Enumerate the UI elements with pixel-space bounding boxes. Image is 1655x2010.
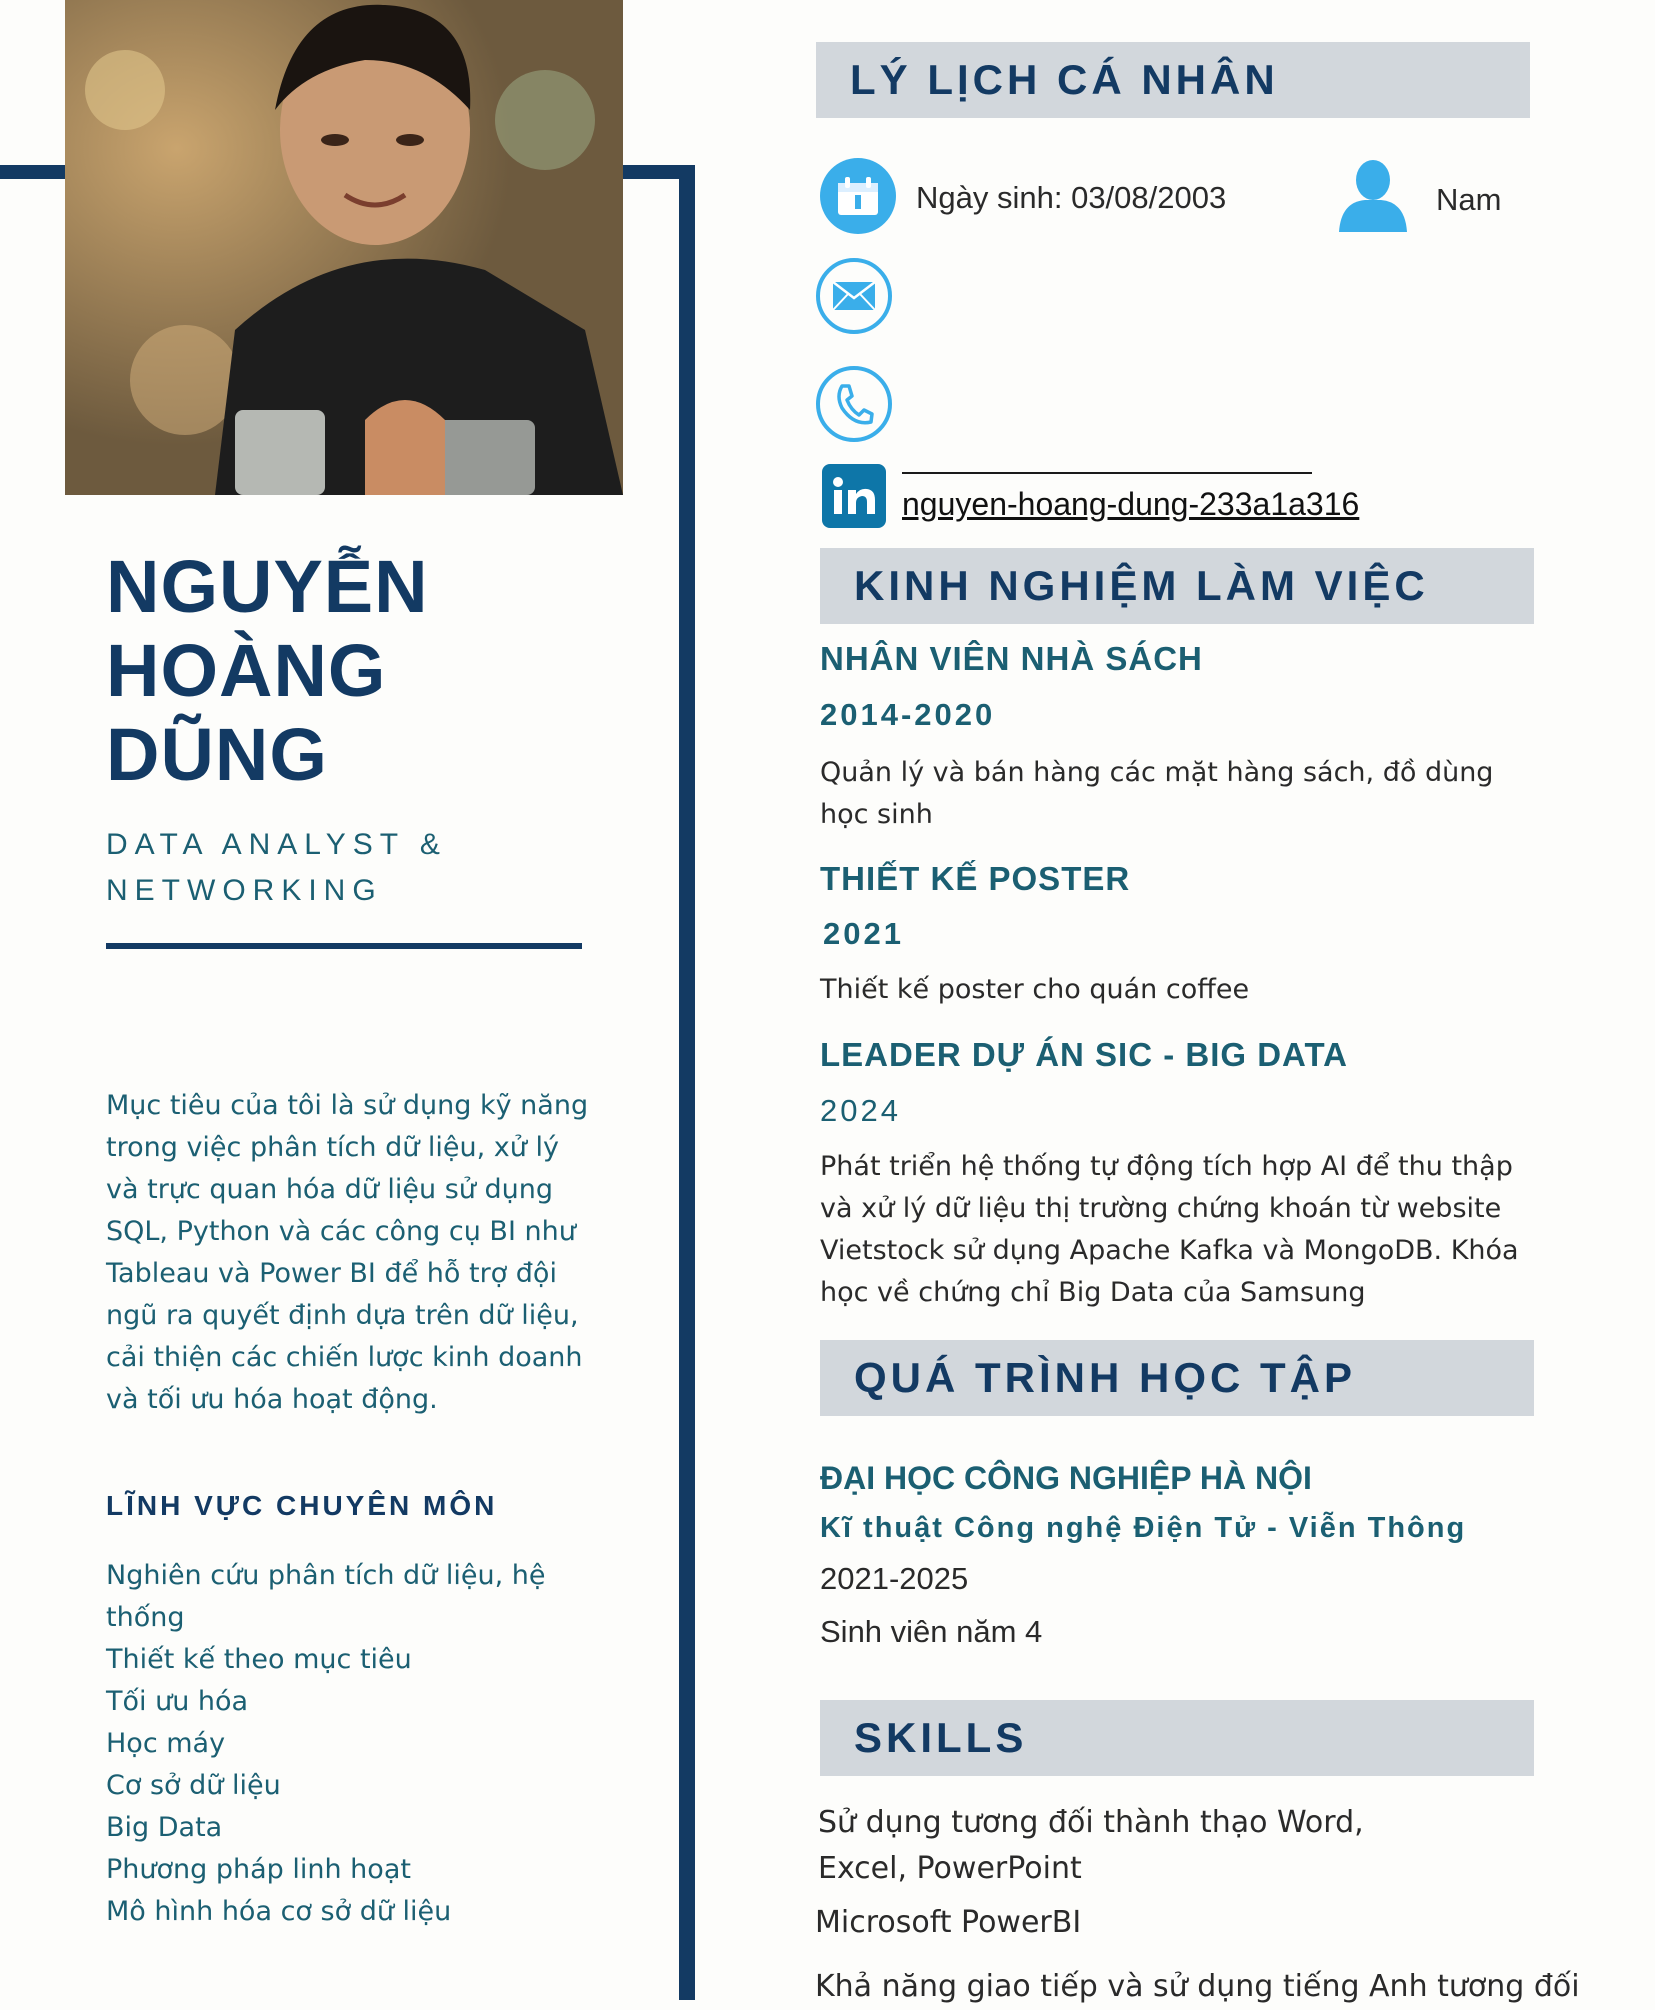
job-year: 2021: [823, 916, 904, 951]
expertise-heading: LĨNH VỰC CHUYÊN MÔN: [106, 1490, 498, 1521]
full-name: [106, 545, 626, 797]
career-objective: Mục tiêu của tôi là sử dụng kỹ năng trong việc phân tích dữ liệu, xử lý và trực quan hóa dữ liệu sử dụng SQL, Python và các công cụ BI như Tableau và Power BI để hỗ trợ đội ngũ ra quyết định dựa trên dữ liệu, cải thiện các chiến lược kinh doanh và tối ưu hóa hoạt động.: [106, 1090, 589, 1415]
birthday-text: Ngày sinh: 03/08/2003: [916, 180, 1227, 215]
expertise-item: Cơ sở dữ liệu: [106, 1770, 281, 1801]
personal-section-header: [816, 42, 1530, 118]
expertise-item: Big Data: [106, 1812, 223, 1843]
expertise-item: Phương pháp linh hoạt: [106, 1854, 411, 1885]
role-line-1: DATA ANALYST &: [106, 828, 447, 861]
job-description: Phát triển hệ thống tự động tích hợp AI để thu thập và xử lý dữ liệu thị trường chứng khoán từ website Vietstock sử dụng Apache Kafka và MongoDB. Khóa học về chứng chỉ Big Data của Samsung: [820, 1151, 1519, 1308]
education-section-header: [820, 1340, 1534, 1416]
expertise-item: Tối ưu hóa: [106, 1686, 249, 1717]
personal-section-title: LÝ LỊCH CÁ NHÂN: [850, 56, 1279, 103]
linkedin-icon: [822, 464, 886, 528]
role-divider: [106, 943, 582, 949]
expertise-item: Học máy: [106, 1728, 226, 1759]
expertise-item: Mô hình hóa cơ sở dữ liệu: [106, 1896, 452, 1927]
job-title: LEADER DỰ ÁN SIC - BIG DATA: [820, 1036, 1348, 1073]
education-section-title: QUÁ TRÌNH HỌC TẬP: [854, 1354, 1356, 1401]
profile-photo: [65, 0, 623, 495]
study-years: 2021-2025: [820, 1561, 969, 1596]
job-year: 2014-2020: [820, 697, 996, 732]
experience-section-title: KINH NGHIỆM LÀM VIỆC: [854, 562, 1429, 609]
expertise-item: Thiết kế theo mục tiêu: [106, 1644, 412, 1675]
person-icon: [1335, 158, 1411, 232]
major-name: Kĩ thuật Công nghệ Điện Tử - Viễn Thông: [820, 1512, 1467, 1544]
job-title: NHÂN VIÊN NHÀ SÁCH: [820, 640, 1203, 677]
mail-icon: [816, 258, 892, 334]
name-line-2: HOÀNG DŨNG: [106, 629, 387, 796]
job-title: THIẾT KẾ POSTER: [820, 860, 1131, 897]
skills-section-title: SKILLS: [854, 1714, 1028, 1761]
redacted-line: [902, 472, 1312, 474]
study-status: Sinh viên năm 4: [820, 1614, 1043, 1649]
frame-divider: [679, 165, 695, 2000]
job-description: Quản lý và bán hàng các mặt hàng sách, đồ dùng học sinh: [820, 757, 1494, 830]
name-line-1: NGUYỄN: [106, 545, 429, 628]
job-description: Thiết kế poster cho quán coffee: [820, 974, 1250, 1005]
experience-section-header: [820, 548, 1534, 624]
role-line-2: NETWORKING: [106, 874, 383, 907]
job-role: [106, 822, 546, 914]
expertise-list: [106, 1555, 576, 1933]
calendar-icon: [820, 158, 896, 234]
school-name: ĐẠI HỌC CÔNG NGHIỆP HÀ NỘI: [820, 1460, 1312, 1496]
gender-text: Nam: [1436, 182, 1502, 217]
skill-item: Khả năng giao tiếp và sử dụng tiếng Anh tương đối: [815, 1969, 1580, 2004]
skill-item: Microsoft PowerBI: [815, 1905, 1082, 1940]
skill-item: Sử dụng tương đối thành thạo Word, Excel, PowerPoint: [818, 1805, 1364, 1886]
expertise-item: Nghiên cứu phân tích dữ liệu, hệ thống: [106, 1560, 546, 1633]
job-year: 2024: [820, 1093, 901, 1128]
skills-section-header: [820, 1700, 1534, 1776]
phone-icon: [816, 366, 892, 442]
linkedin-link[interactable]: nguyen-hoang-dung-233a1a316: [902, 486, 1360, 522]
